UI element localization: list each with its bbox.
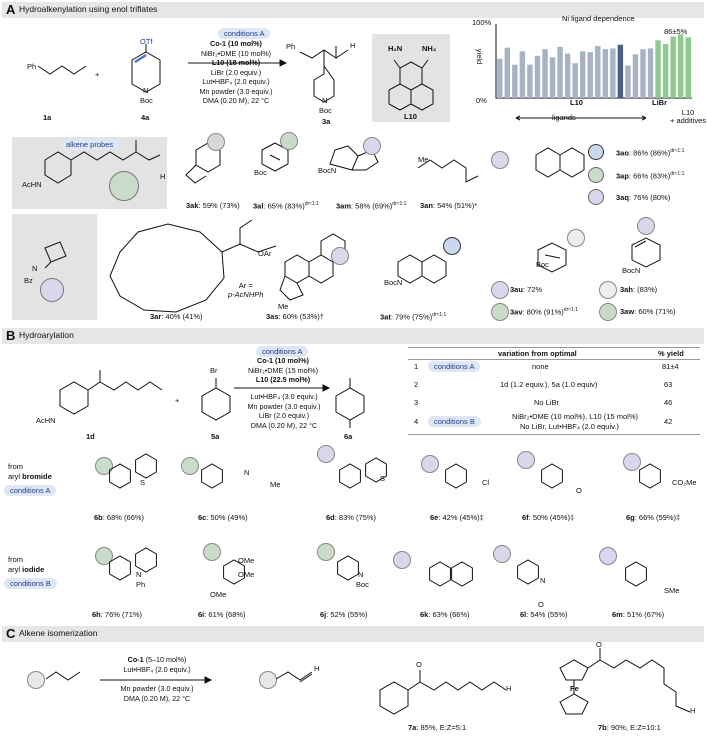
me-label-3as: Me bbox=[278, 302, 289, 311]
atom-ph-6h: Ph bbox=[136, 580, 146, 589]
product-3ao: 3ao: 86% $(86\%)^{dr\approx 1:1}$ bbox=[616, 148, 685, 158]
product-3ap: 3ap: 66% $(83\%)^{dr\approx 1:1}$ bbox=[616, 171, 685, 181]
ligand-l10-label: L10 bbox=[404, 112, 417, 121]
product-3av: 3av: 80% $(91\%)^{dr\approx 1:1}$ bbox=[510, 307, 578, 317]
otf-label: OTf bbox=[140, 37, 153, 46]
atom-me-6c: Me bbox=[270, 480, 281, 489]
from-iodide-label: from aryl iodide bbox=[8, 555, 45, 574]
bocn-label-3am: BocN bbox=[318, 166, 337, 175]
boc-label-3a: Boc bbox=[319, 106, 332, 115]
conditions-b-below: Lut•HBF₄ (3.0 equiv.) Mn powder (3.0 equiv.) LiBr (2.0 equiv.) DMA (0.20 M), 22 °C bbox=[247, 392, 321, 430]
me-label-3an: Me bbox=[418, 155, 429, 164]
section-title: Hydroalkenylation using enol triflates bbox=[19, 4, 158, 14]
chart-ytick-bottom: 0% bbox=[476, 96, 487, 105]
product-6a: 6a bbox=[344, 432, 353, 441]
alkene-probes-pill: alkene probes bbox=[60, 139, 119, 150]
chart-annotation: 86±5% bbox=[664, 27, 688, 36]
chart-xlabel-l10: L10 bbox=[570, 98, 583, 107]
section-title: Hydroarylation bbox=[19, 330, 74, 340]
probe-n-label: N bbox=[32, 264, 38, 273]
product-6m: 6m: 51% (67%) bbox=[612, 610, 665, 619]
product-3aw: 3aw: 60% (71%) bbox=[620, 307, 676, 316]
section-title: Alkene isomerization bbox=[19, 628, 98, 638]
ph-label-3a: Ph bbox=[286, 42, 296, 51]
chart-ylabel: yield bbox=[475, 48, 485, 65]
atom-ome-2: OMe bbox=[238, 570, 255, 579]
product-6b: 6b: 68% (66%) bbox=[94, 513, 145, 522]
product-6l: 6l: 54% (55%) bbox=[520, 610, 568, 619]
bz-label: Bz bbox=[24, 276, 33, 285]
chart-additives-label: L10 + additives bbox=[670, 108, 707, 125]
chart-ytick-top: 100% bbox=[472, 18, 492, 27]
product-6i: 6i: 61% (68%) bbox=[198, 610, 246, 619]
atom-n-6l: N bbox=[540, 576, 546, 585]
atom-s-6d: S bbox=[380, 474, 386, 483]
product-3ak: 3ak: 59% (73%) bbox=[186, 201, 240, 210]
conditions-c-list: Co-1 (5–10 mol%) Lut•HBF₄ (2.0 equiv.) bbox=[123, 655, 191, 674]
atom-boc-6j: Boc bbox=[356, 580, 369, 589]
substrate-5a: 5a bbox=[211, 432, 220, 441]
bocn-label-3at: BocN bbox=[384, 278, 403, 287]
bocn-label-3ah: BocN bbox=[622, 266, 641, 275]
h-label-c: H bbox=[314, 664, 320, 673]
plus-sign: + bbox=[95, 70, 100, 79]
h-label-7a: H bbox=[506, 684, 512, 693]
table-header-yield: % yield bbox=[658, 349, 684, 358]
br-label: Br bbox=[210, 366, 218, 375]
atom-co2me: CO₂Me bbox=[672, 478, 697, 487]
o-label-7b: O bbox=[596, 640, 602, 649]
product-6c: 6c: 50% (49%) bbox=[198, 513, 248, 522]
product-3as: 3as: 60% (53%)† bbox=[266, 312, 324, 321]
boc-label-3au: Boc bbox=[536, 260, 549, 269]
oar-label: OAr bbox=[258, 249, 272, 258]
atom-o-6f: O bbox=[576, 486, 582, 495]
product-3al: 3al: 65% $(83\%)^{dr\approx 1:1}$ bbox=[253, 201, 319, 211]
conditions-b-list: Co-1 (10 mol%) NiBr₂•DME (15 mol%) L10 (22.5 mol%) bbox=[247, 356, 318, 384]
atom-n-6c: N bbox=[244, 468, 250, 477]
ph-label: Ph bbox=[27, 62, 37, 71]
conditions-a-list: Co-1 (10 mol%) NiBr₂•DME (10 mol%) L10 (18 mol%) LiBr (2.0 equiv.) bbox=[200, 39, 271, 77]
h-label-7b: H bbox=[690, 706, 696, 715]
product-6h: 6h: 76% (71%) bbox=[92, 610, 143, 619]
substrate-1d: 1d bbox=[86, 432, 95, 441]
product-6g: 6g: 66% (59%)‡ bbox=[626, 513, 681, 522]
conditions-a-pill-b: conditions A bbox=[256, 346, 308, 357]
conditions-b-pill-row: conditions B bbox=[4, 578, 57, 589]
section-letter: A bbox=[6, 2, 16, 17]
atom-s: S bbox=[140, 478, 146, 487]
product-3au: 3au: 72% bbox=[510, 285, 543, 294]
substrate-4a: 4a bbox=[141, 113, 150, 122]
plus-sign: + bbox=[175, 396, 180, 405]
n-label-3a: N bbox=[322, 96, 328, 105]
product-6d: 6d: 83% (75%) bbox=[326, 513, 377, 522]
ligand-nh2-left: H₂N bbox=[388, 44, 403, 53]
chart-title: Ni ligand dependence bbox=[562, 14, 635, 23]
chart-xlabel-libr: LiBr bbox=[652, 98, 667, 107]
from-bromide-label: from aryl bromide bbox=[8, 462, 52, 481]
atom-ome-1: OMe bbox=[238, 556, 255, 565]
table-header-variation: variation from optimal bbox=[498, 349, 577, 358]
optimization-table: variation from optimal % yield 1 conditions A none 81±4 2 1d (1.2 equiv.), 5a (1.0 equiv) 63 3 No LiBr 46 4 conditions B NiBr₂•DME (10 mol%), L10 (15 mol%) No LiBr, Lut•HBF₄ (2.0 equiv.) 42 bbox=[408, 347, 700, 437]
conditions-a-below: Lut•HBF₄ (2.0 equiv.) Mn powder (3.0 equiv.) DMA (0.20 M), 22 °C bbox=[199, 77, 273, 105]
product-3aq: 3aq: 76% (80%) bbox=[616, 193, 671, 202]
atom-n-6j: N bbox=[358, 570, 364, 579]
product-3an: 3an: 54% (51%)* bbox=[420, 201, 478, 210]
atom-o-6l: O bbox=[538, 600, 544, 609]
chart-ligands-label: ligands bbox=[552, 113, 576, 122]
acnh-label-1d: AcHN bbox=[36, 416, 56, 425]
boc-label: Boc bbox=[140, 96, 153, 105]
product-6k: 6k: 63% (66%) bbox=[420, 610, 470, 619]
n-label: N bbox=[143, 86, 149, 95]
atom-cl: Cl bbox=[482, 478, 490, 487]
boc-label-3al: Boc bbox=[254, 168, 267, 177]
product-7a: 7a: 85%, E:Z=5:1 bbox=[408, 723, 467, 732]
ligand-nh2-right: NH₂ bbox=[422, 44, 437, 53]
product-6e: 6e: 42% (45%)‡ bbox=[430, 513, 484, 522]
o-label-7a: O bbox=[416, 660, 422, 669]
conditions-c-below: Mn powder (3.0 equiv.) DMA (0.20 M), 22 °C bbox=[120, 684, 194, 703]
probe-h-label: H bbox=[160, 172, 166, 181]
product-3ah: 3ah: (83%) bbox=[620, 285, 658, 294]
product-3am: 3am: 58% $(69\%)^{dr\approx 1:1}$ bbox=[336, 201, 407, 211]
atom-sme: SMe bbox=[664, 586, 680, 595]
ar-definition: Ar = p-AcNHPh bbox=[228, 281, 264, 299]
product-3ar: 3ar: 40% (41%) bbox=[150, 312, 203, 321]
atom-n-6h: N bbox=[136, 570, 142, 579]
atom-ome-3: OMe bbox=[210, 590, 227, 599]
product-6f: 6f: 50% (45%)‡ bbox=[522, 513, 575, 522]
fe-label: Fe bbox=[570, 684, 579, 693]
conditions-a-pill: conditions A bbox=[218, 28, 270, 39]
section-letter: B bbox=[6, 328, 16, 343]
h-label-3a: H bbox=[350, 41, 356, 50]
product-6j: 6j: 52% (55%) bbox=[320, 610, 368, 619]
product-3at: 3at: 79% $(75\%)^{dr\approx 1:1}$ bbox=[380, 312, 447, 322]
product-3a: 3a bbox=[322, 117, 331, 126]
conditions-a-pill-row: conditions A bbox=[4, 485, 56, 496]
product-7b: 7b: 90%, E:Z=10:1 bbox=[598, 723, 661, 732]
substrate-1a: 1a bbox=[43, 113, 52, 122]
acnh-label: AcHN bbox=[22, 180, 42, 189]
section-letter: C bbox=[6, 626, 16, 641]
